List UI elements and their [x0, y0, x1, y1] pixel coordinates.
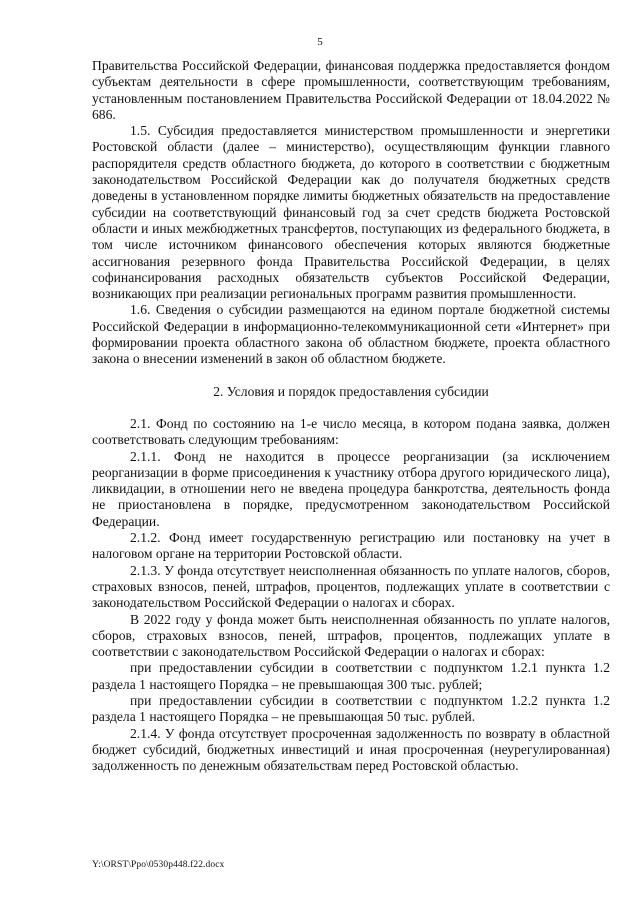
page-number: 5: [317, 36, 323, 48]
paragraph-2-1-3: 2.1.3. У фонда отсутствует неисполненная обязанность по уплате налогов, сборов, страховых взносов, пеней, штрафов, процентов, подлежащих уплате в соответствии с законодательством Российской Федерации о налогах и сборах.: [92, 562, 610, 611]
paragraph-2-1-2: 2.1.2. Фонд имеет государственную регистрацию или постановку на учет в налоговом органе на территории Ростовской области.: [92, 530, 610, 562]
paragraph-subsidy-300: при предоставлении субсидии в соответствии с подпунктом 1.2.1 пункта 1.2 раздела 1 настоящего Порядка – не превышающая 300 тыс. рублей;: [92, 660, 610, 692]
footer-file-path: Y:\ORST\Ppo\0530p448.f22.docx: [92, 860, 225, 870]
paragraph-1-5: 1.5. Субсидия предоставляется министерством промышленности и энергетики Ростовской области (далее – министерство), осуществляющим функции главного распорядителя средств областного бюджета, до которого в соответствии с бюджетным законодательством Российской Федерации как до получателя бюджетных средств доведены в установленном порядке лимиты бюджетных обязательств на предоставление субсидии на соответствующий финансовый год за счет средств бюджета Ростовской области и иных межбюджетных трансфертов, поступающих из федерального бюджета, в том числе источником финансового обеспечения которых являются бюджетные ассигнования резервного фонда Правительства Российской Федерации, в целях софинансирования расходных обязательств субъектов Российской Федерации, возникающих при реализации региональных программ развития промышленности.: [92, 123, 610, 302]
paragraph-2022-debt: В 2022 году у фонда может быть неисполненная обязанность по уплате налогов, сборов, страховых взносов, пеней, штрафов, процентов, подлежащих уплате в соответствии с законодательством Российской Федерации о налогах и сборах:: [92, 611, 610, 660]
paragraph-2-1-4: 2.1.4. У фонда отсутствует просроченная задолженность по возврату в областной бюджет субсидий, бюджетных инвестиций и иная просроченная (неурегулированная) задолженность по денежным обязательствам перед Ростовской областью.: [92, 725, 610, 774]
paragraph-2-1-1: 2.1.1. Фонд не находится в процессе реорганизации (за исключением реорганизации в форме присоединения к участнику отбора другого юридического лица), ликвидации, в отношении него не введена процедура банкротства, деятельность фонда не приостановлена в порядке, предусмотренном законодательством Российской Федерации.: [92, 448, 610, 529]
paragraph-subsidy-50: при предоставлении субсидии в соответствии с подпунктом 1.2.2 пункта 1.2 раздела 1 настоящего Порядка – не превышающая 50 тыс. рублей.: [92, 692, 610, 725]
paragraph-2-1: 2.1. Фонд по состоянию на 1-е число месяца, в котором подана заявка, должен соответствовать следующим требованиям:: [92, 415, 610, 448]
paragraph-1-6: 1.6. Сведения о субсидии размещаются на едином портале бюджетной системы Российской Федерации в информационно-телекоммуникационной сети «Интернет» при формировании проекта областного закона об областном бюджете, проекта областного закона о внесении изменений в закон об областном бюджете.: [92, 302, 610, 367]
section-heading: 2. Условия и порядок предоставления субсидии: [213, 383, 489, 399]
document-body: [92, 58, 610, 774]
paragraph-continuation: Правительства Российской Федерации, финансовая поддержка предоставляется фондом субъектам деятельности в сфере промышленности, соответствующим требованиям, установленным постановлением Правительства Российской Федерации от 18.04.2022 № 686.: [92, 58, 610, 122]
